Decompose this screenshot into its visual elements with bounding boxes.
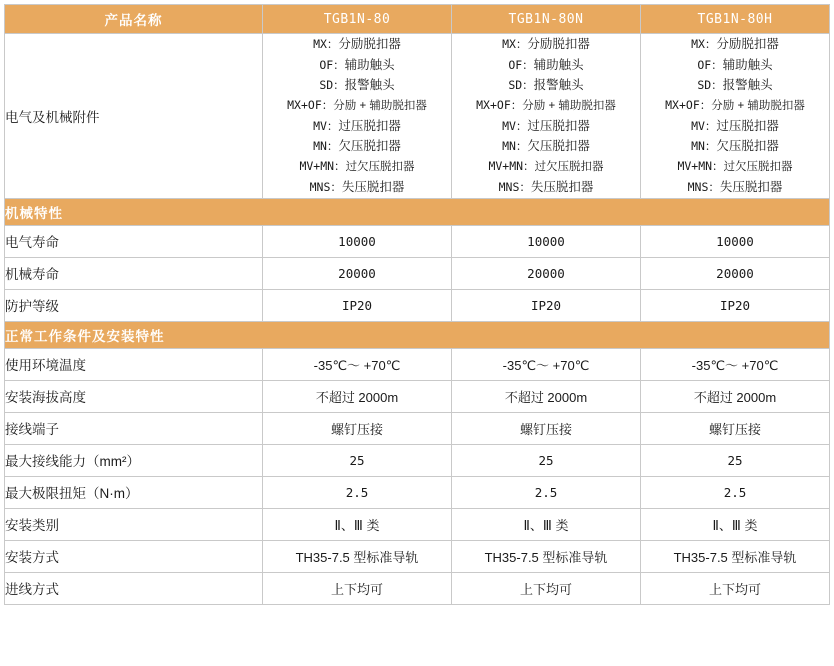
accessory-text: 辅助触头	[344, 57, 395, 72]
accessory-code: MX+OF：	[476, 97, 523, 112]
specification-table	[4, 4, 830, 605]
accessory-line	[263, 116, 451, 137]
accessory-text: 过欠压脱扣器	[534, 161, 604, 174]
accessory-code: OF：	[508, 57, 534, 72]
accessory-code: OF：	[319, 57, 345, 72]
accessory-line	[263, 55, 451, 76]
row-value: Ⅱ、Ⅲ 类	[263, 508, 452, 540]
accessory-code: MNS：	[687, 180, 720, 195]
row-value: IP20	[263, 289, 452, 321]
accessory-code: MX：	[691, 37, 717, 51]
accessory-text: 过欠压脱扣器	[345, 161, 415, 174]
accessory-line	[452, 34, 640, 55]
accessory-text: 分励 + 辅助脱扣器	[333, 99, 427, 112]
row-label: 使用环境温度	[5, 348, 263, 380]
section-header-row	[5, 321, 830, 348]
row-label: 最大接线能力（mm²）	[5, 444, 263, 476]
row-value: 20000	[263, 257, 452, 289]
table-row-accessories	[5, 34, 830, 199]
row-value: 10000	[452, 225, 641, 257]
accessory-code: MX：	[502, 37, 528, 51]
accessory-code: SD：	[319, 78, 345, 93]
table-row	[5, 476, 830, 508]
accessory-text: 报警触头	[344, 78, 395, 93]
accessory-code: MN：	[691, 139, 717, 154]
accessory-text: 失压脱扣器	[719, 180, 783, 195]
row-value: 10000	[263, 225, 452, 257]
accessory-line	[452, 136, 640, 157]
row-value: 2.5	[452, 476, 641, 508]
accessory-line	[452, 75, 640, 96]
accessory-text: 分励脱扣器	[716, 37, 779, 51]
accessory-code: MV：	[691, 118, 717, 133]
row-value: IP20	[641, 289, 830, 321]
accessory-line	[641, 177, 829, 198]
row-value: 螺钉压接	[263, 412, 452, 444]
accessory-line	[452, 96, 640, 116]
accessory-text: 失压脱扣器	[341, 180, 405, 195]
accessory-text: 欠压脱扣器	[716, 139, 779, 154]
row-value: -35℃～ +70℃	[452, 348, 641, 380]
table-body	[5, 5, 830, 605]
table-row	[5, 540, 830, 572]
accessory-text: 分励 + 辅助脱扣器	[522, 99, 616, 112]
accessory-code: MV+MN：	[488, 159, 535, 174]
row-value: 不超过 2000m	[452, 380, 641, 412]
table-row	[5, 508, 830, 540]
accessory-code: SD：	[697, 78, 723, 93]
row-label: 接线端子	[5, 412, 263, 444]
row-value: 上下均可	[452, 572, 641, 604]
accessory-line	[641, 34, 829, 55]
row-label: 进线方式	[5, 572, 263, 604]
accessory-line	[452, 157, 640, 177]
accessory-text: 辅助触头	[533, 57, 584, 72]
table-row	[5, 572, 830, 604]
accessory-text: 报警触头	[722, 78, 773, 93]
accessory-text: 过压脱扣器	[338, 118, 401, 133]
row-label: 安装方式	[5, 540, 263, 572]
row-value: 螺钉压接	[452, 412, 641, 444]
accessory-text: 分励脱扣器	[338, 37, 401, 51]
row-label: 安装海拔高度	[5, 380, 263, 412]
accessory-code: MV+MN：	[299, 159, 346, 174]
table-row	[5, 348, 830, 380]
accessory-code: MN：	[502, 139, 528, 154]
row-value: 20000	[452, 257, 641, 289]
table-row	[5, 257, 830, 289]
row-value: Ⅱ、Ⅲ 类	[641, 508, 830, 540]
accessory-line	[263, 75, 451, 96]
accessory-line	[263, 157, 451, 177]
table-row	[5, 289, 830, 321]
accessory-text: 过欠压脱扣器	[723, 161, 793, 174]
accessory-line	[641, 157, 829, 177]
table-row	[5, 225, 830, 257]
row-value: Ⅱ、Ⅲ 类	[452, 508, 641, 540]
accessory-code: MV：	[313, 118, 339, 133]
row-value: 不超过 2000m	[263, 380, 452, 412]
row-label: 电气寿命	[5, 225, 263, 257]
row-label: 最大极限扭矩（N·m）	[5, 476, 263, 508]
accessory-text: 过压脱扣器	[716, 118, 779, 133]
accessory-line	[641, 116, 829, 137]
row-value: -35℃～ +70℃	[641, 348, 830, 380]
row-value: 25	[263, 444, 452, 476]
accessories-label: 电气及机械附件	[5, 34, 263, 199]
accessory-text: 报警触头	[533, 78, 584, 93]
accessories-value-3	[641, 34, 830, 199]
accessory-code: OF：	[697, 57, 723, 72]
header-model-1: TGB1N-80	[263, 5, 452, 34]
row-label: 机械寿命	[5, 257, 263, 289]
table-row	[5, 380, 830, 412]
accessory-code: MN：	[313, 139, 339, 154]
row-value: 2.5	[263, 476, 452, 508]
accessory-code: MNS：	[309, 180, 342, 195]
accessory-text: 欠压脱扣器	[338, 139, 401, 154]
accessory-code: MV：	[502, 118, 528, 133]
row-value: TH35-7.5 型标准导轨	[452, 540, 641, 572]
row-value: 上下均可	[263, 572, 452, 604]
accessory-text: 辅助触头	[722, 57, 773, 72]
accessory-line	[641, 75, 829, 96]
table-header-row	[5, 5, 830, 34]
row-value: 不超过 2000m	[641, 380, 830, 412]
accessories-value-2	[452, 34, 641, 199]
section-title: 机械特性	[5, 198, 830, 225]
row-value: 20000	[641, 257, 830, 289]
accessory-line	[263, 136, 451, 157]
accessory-text: 分励脱扣器	[527, 37, 590, 51]
accessory-text: 分励 + 辅助脱扣器	[711, 99, 805, 112]
accessory-line	[641, 96, 829, 116]
row-value: TH35-7.5 型标准导轨	[641, 540, 830, 572]
accessory-line	[263, 177, 451, 198]
accessory-text: 失压脱扣器	[530, 180, 594, 195]
accessories-value-1	[263, 34, 452, 199]
table-row	[5, 444, 830, 476]
accessory-code: SD：	[508, 78, 534, 93]
accessory-code: MNS：	[498, 180, 531, 195]
header-model-3: TGB1N-80H	[641, 5, 830, 34]
row-value: 25	[641, 444, 830, 476]
accessory-text: 过压脱扣器	[527, 118, 590, 133]
row-value: -35℃～ +70℃	[263, 348, 452, 380]
row-value: 螺钉压接	[641, 412, 830, 444]
section-header-row	[5, 198, 830, 225]
accessory-line	[263, 96, 451, 116]
header-product-name: 产品名称	[5, 5, 263, 34]
accessory-line	[263, 34, 451, 55]
section-title: 正常工作条件及安装特性	[5, 321, 830, 348]
row-value: 2.5	[641, 476, 830, 508]
row-value: IP20	[452, 289, 641, 321]
row-label: 防护等级	[5, 289, 263, 321]
header-model-2: TGB1N-80N	[452, 5, 641, 34]
row-value: 25	[452, 444, 641, 476]
accessory-line	[452, 55, 640, 76]
accessory-line	[452, 116, 640, 137]
accessory-line	[641, 136, 829, 157]
row-value: 10000	[641, 225, 830, 257]
row-label: 安装类别	[5, 508, 263, 540]
row-value: 上下均可	[641, 572, 830, 604]
accessory-line	[641, 55, 829, 76]
accessory-code: MX+OF：	[287, 97, 334, 112]
accessory-code: MX：	[313, 37, 339, 51]
accessory-text: 欠压脱扣器	[527, 139, 590, 154]
accessory-code: MX+OF：	[665, 97, 712, 112]
table-row	[5, 412, 830, 444]
row-value: TH35-7.5 型标准导轨	[263, 540, 452, 572]
accessory-line	[452, 177, 640, 198]
accessory-code: MV+MN：	[677, 159, 724, 174]
